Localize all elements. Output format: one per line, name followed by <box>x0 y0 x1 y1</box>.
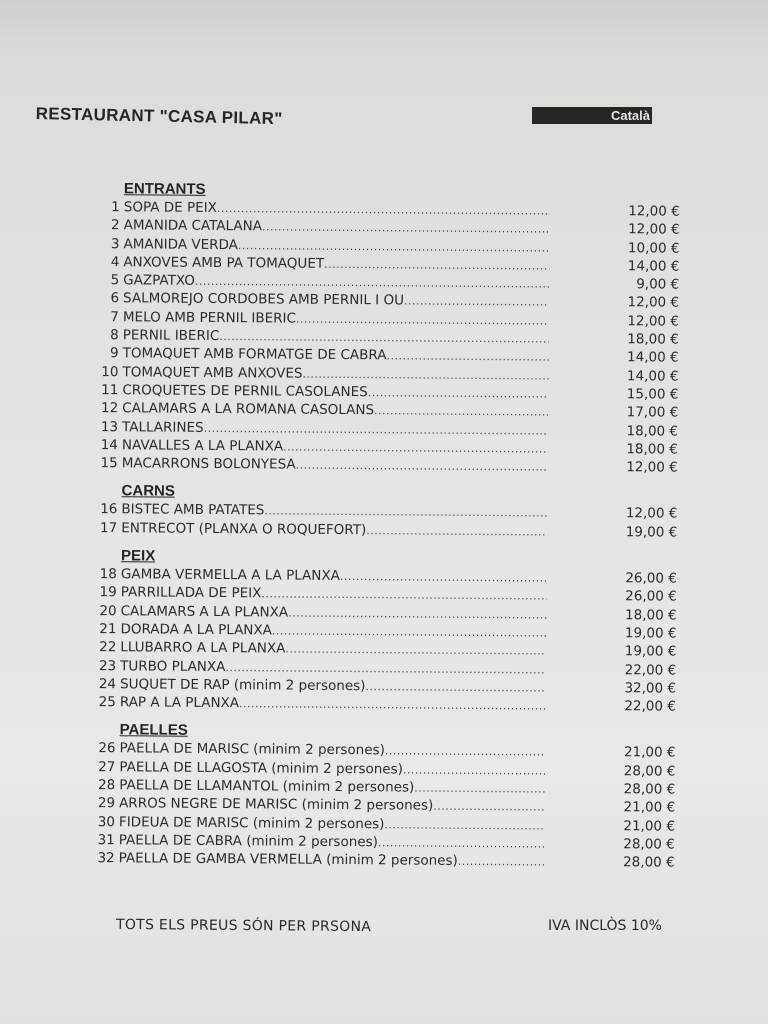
item-price: 19,00 € <box>625 523 678 541</box>
item-name: FIDEUA DE MARISC (minim 2 persones) <box>118 813 385 832</box>
item-name: TALLARINES <box>121 418 204 436</box>
item-price: 28,00 € <box>623 762 676 780</box>
dot-leader <box>285 641 546 661</box>
dot-leader <box>433 798 545 817</box>
dot-leader <box>272 622 547 642</box>
item-number: 4 <box>110 254 120 271</box>
item-price: 21,00 € <box>623 817 676 835</box>
item-name: AMANIDA CATALANA <box>123 217 263 235</box>
item-name: GAZPATXO <box>123 272 195 290</box>
item-price: 26,00 € <box>625 588 677 605</box>
item-name: PAELLA DE LLAGOSTA (minim 2 persones) <box>119 758 403 778</box>
item-price: 12,00 € <box>628 203 680 220</box>
item-price: 14,00 € <box>626 367 679 385</box>
item-name: CALAMARS A LA ROMANA CASOLANS <box>122 400 375 419</box>
item-price: 19,00 € <box>624 625 677 642</box>
dot-leader <box>324 256 549 276</box>
item-name: CROQUETES DE PERNIL CASOLANES <box>122 382 368 401</box>
section-title: ENTRANTS <box>123 180 206 198</box>
item-price: 22,00 € <box>624 698 676 715</box>
dot-leader <box>261 586 546 607</box>
item-name: TURBO PLANXA <box>120 657 226 675</box>
item-name: SALMOREJO CORDOBES AMB PERNIL I OU <box>123 290 405 309</box>
item-number: 16 <box>100 501 118 518</box>
dot-leader <box>368 384 549 404</box>
item-name: TOMAQUET AMB FORMATGE DE CABRA <box>122 345 387 364</box>
dot-leader <box>288 604 547 624</box>
tax-note: IVA INCLÒS 10% <box>548 918 662 934</box>
item-name: AMANIDA VERDA <box>123 235 238 253</box>
item-price: 18,00 € <box>625 606 677 624</box>
item-price: 26,00 € <box>625 570 677 587</box>
menu-item <box>85 849 675 872</box>
item-name: PAELLA DE CABRA (minim 2 persones) <box>118 832 378 851</box>
item-number: 8 <box>110 327 119 344</box>
item-price: 12,00 € <box>628 221 680 238</box>
dot-leader <box>458 853 545 872</box>
item-price: 18,00 € <box>627 331 679 348</box>
item-name: ANXOVES AMB PA TOMAQUET <box>123 254 325 272</box>
item-number: 25 <box>98 694 116 711</box>
item-name: PAELLA DE MARISC (minim 2 persones) <box>119 740 385 759</box>
item-name: NAVALLES A LA PLANXA <box>121 437 284 455</box>
dot-leader <box>385 743 546 763</box>
item-number: 26 <box>98 740 116 757</box>
item-name: BISTEC AMB PATATES <box>121 501 265 519</box>
item-price: 12,00 € <box>625 505 678 523</box>
item-number: 17 <box>100 519 118 536</box>
item-number: 27 <box>98 758 116 775</box>
section-title: PAELLES <box>119 721 188 740</box>
item-name: MELO AMB PERNIL IBERIC <box>122 309 297 327</box>
dot-leader <box>340 568 547 588</box>
item-name: GAMBA VERMELLA A LA PLANXA <box>120 566 340 585</box>
dot-leader <box>384 816 545 836</box>
item-price: 21,00 € <box>623 799 676 816</box>
menu-list <box>85 180 680 872</box>
item-number: 11 <box>101 382 119 399</box>
item-number: 18 <box>99 566 117 583</box>
item-name: MACARRONS BOLONYESA <box>121 455 296 473</box>
item-number: 28 <box>97 777 116 794</box>
item-number: 1 <box>111 199 120 216</box>
item-number: 19 <box>99 584 117 601</box>
dot-leader <box>366 522 547 542</box>
item-number: 9 <box>109 345 119 362</box>
item-price: 18,00 € <box>626 441 678 458</box>
language-badge: Català <box>532 107 652 124</box>
item-number: 7 <box>110 308 119 326</box>
dot-leader <box>239 695 546 716</box>
item-number: 6 <box>110 290 120 307</box>
item-number: 10 <box>101 363 119 380</box>
dot-leader <box>283 438 548 458</box>
item-number: 12 <box>100 400 119 417</box>
item-price: 22,00 € <box>624 661 677 679</box>
item-name: CALAMARS A LA PLANXA <box>120 602 289 621</box>
item-number: 13 <box>100 418 119 435</box>
restaurant-title: RESTAURANT "CASA PILAR" <box>35 104 283 129</box>
item-price: 12,00 € <box>627 313 679 330</box>
item-price: 19,00 € <box>624 643 677 660</box>
dot-leader <box>386 348 548 368</box>
item-name: PAELLA DE LLAMANTOL (minim 2 persones) <box>119 777 415 796</box>
item-price: 12,00 € <box>627 294 680 312</box>
price-note: TOTS ELS PREUS SÓN PER PRSONA <box>115 916 372 936</box>
item-price: 9,00 € <box>636 276 680 293</box>
item-price: 15,00 € <box>626 386 679 403</box>
item-number: 24 <box>98 675 117 693</box>
dot-leader <box>404 293 549 312</box>
section-title: CARNS <box>121 482 175 501</box>
item-price: 21,00 € <box>623 744 676 762</box>
item-number: 15 <box>100 455 118 472</box>
dot-leader <box>365 678 546 698</box>
item-number: 32 <box>97 850 115 867</box>
item-number: 22 <box>99 639 117 656</box>
item-price: 14,00 € <box>627 258 680 275</box>
item-price: 28,00 € <box>623 781 676 798</box>
item-price: 10,00 € <box>627 239 680 257</box>
dot-leader <box>262 219 550 240</box>
item-name: RAP A LA PLANXA <box>119 694 240 712</box>
item-number: 21 <box>99 621 117 638</box>
item-name: SUQUET DE RAP (minim 2 persones) <box>119 676 366 695</box>
item-name: DORADA A LA PLANXA <box>120 621 272 639</box>
item-name: PARRILLADA DE PEIX <box>120 584 262 602</box>
item-price: 28,00 € <box>623 836 675 853</box>
item-price: 12,00 € <box>626 459 678 476</box>
item-price: 28,00 € <box>623 854 675 871</box>
item-price: 18,00 € <box>626 422 679 440</box>
dot-leader <box>374 403 548 423</box>
item-number: 3 <box>110 235 120 252</box>
item-name: PAELLA DE GAMBA VERMELLA (minim 2 persones) <box>118 850 458 870</box>
dot-leader <box>296 457 548 477</box>
item-name: LLUBARRO A LA PLANXA <box>120 639 286 657</box>
dot-leader <box>403 761 546 780</box>
item-name: TOMAQUET AMB ANXOVES <box>122 363 303 382</box>
item-price: 17,00 € <box>626 404 679 421</box>
item-name: ARROS NEGRE DE MARISC (minim 2 persones) <box>119 795 434 815</box>
item-price: 32,00 € <box>624 680 677 697</box>
item-number: 5 <box>110 272 120 289</box>
item-number: 30 <box>97 813 116 830</box>
item-number: 20 <box>99 602 117 619</box>
item-name: SOPA DE PEIX <box>123 199 217 216</box>
section-title: PEIX <box>120 547 156 565</box>
dot-leader <box>296 310 549 330</box>
item-name: ENTRECOT (PLANXA O ROQUEFORT) <box>121 520 367 538</box>
item-price: 14,00 € <box>627 349 679 367</box>
item-number: 29 <box>97 795 116 812</box>
item-name: PERNIL IBERIC <box>122 327 220 345</box>
item-number: 14 <box>100 436 118 454</box>
dot-leader <box>414 780 545 799</box>
item-number: 2 <box>110 217 120 234</box>
item-number: 31 <box>97 831 115 849</box>
item-number: 23 <box>98 657 117 674</box>
